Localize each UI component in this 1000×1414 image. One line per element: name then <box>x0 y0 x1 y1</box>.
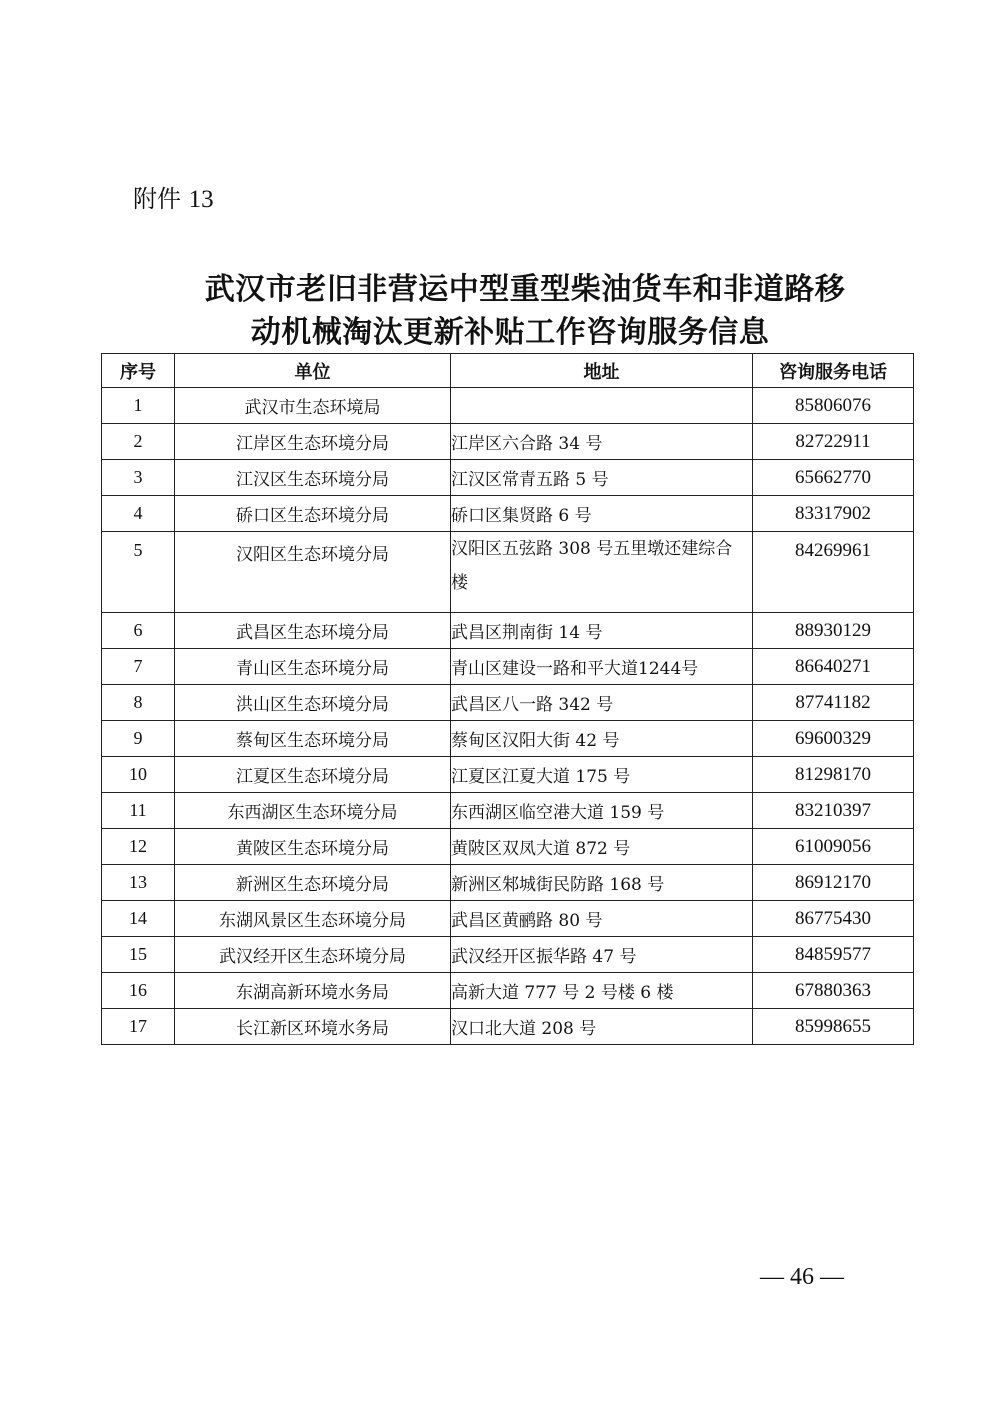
cell-phone: 83210397 <box>753 793 914 829</box>
cell-seq: 12 <box>102 829 175 865</box>
cell-phone: 86775430 <box>753 901 914 937</box>
cell-seq: 3 <box>102 460 175 496</box>
cell-unit: 武汉经开区生态环境分局 <box>175 937 451 973</box>
cell-address: 黄陂区双凤大道 872 号 <box>451 829 753 865</box>
cell-phone: 85806076 <box>753 388 914 424</box>
cell-seq: 9 <box>102 721 175 757</box>
cell-address: 武昌区荆南街 14 号 <box>451 613 753 649</box>
header-seq: 序号 <box>102 354 175 388</box>
table-row <box>102 685 914 721</box>
cell-unit: 长江新区环境水务局 <box>175 1009 451 1045</box>
cell-address: 江汉区常青五路 5 号 <box>451 460 753 496</box>
table-row <box>102 1009 914 1045</box>
page-number: — 46 — <box>760 1264 844 1290</box>
cell-seq: 17 <box>102 1009 175 1045</box>
cell-phone: 86640271 <box>753 649 914 685</box>
table-row <box>102 424 914 460</box>
table-row <box>102 757 914 793</box>
cell-address: 新洲区邾城街民防路 168 号 <box>451 865 753 901</box>
cell-unit: 东西湖区生态环境分局 <box>175 793 451 829</box>
table-row <box>102 973 914 1009</box>
cell-phone: 84269961 <box>753 532 914 613</box>
cell-phone: 85998655 <box>753 1009 914 1045</box>
document-title-line1: 武汉市老旧非营运中型重型柴油货车和非道路移 <box>204 272 846 307</box>
cell-seq: 8 <box>102 685 175 721</box>
cell-address: 武汉经开区振华路 47 号 <box>451 937 753 973</box>
cell-unit: 江汉区生态环境分局 <box>175 460 451 496</box>
cell-seq: 7 <box>102 649 175 685</box>
table-row <box>102 829 914 865</box>
attachment-number: 13 <box>188 186 214 213</box>
cell-phone: 65662770 <box>753 460 914 496</box>
contact-info-table <box>101 353 914 1045</box>
cell-address: 武昌区八一路 342 号 <box>451 685 753 721</box>
attachment-label <box>133 183 214 216</box>
cell-address: 硚口区集贤路 6 号 <box>451 496 753 532</box>
cell-seq: 4 <box>102 496 175 532</box>
table-row <box>102 460 914 496</box>
table-row <box>102 496 914 532</box>
cell-phone: 88930129 <box>753 613 914 649</box>
document-title-line2: 动机械淘汰更新补贴工作咨询服务信息 <box>250 315 770 350</box>
cell-phone: 69600329 <box>753 721 914 757</box>
cell-unit: 武昌区生态环境分局 <box>175 613 451 649</box>
cell-address: 东西湖区临空港大道 159 号 <box>451 793 753 829</box>
attachment-text: 附件 <box>133 185 181 213</box>
header-phone: 咨询服务电话 <box>753 354 914 388</box>
cell-address: 汉阳区五弦路 308 号五里墩还建综合楼 <box>451 532 753 613</box>
table-row <box>102 937 914 973</box>
cell-address <box>451 388 753 424</box>
cell-phone: 82722911 <box>753 424 914 460</box>
cell-unit: 江岸区生态环境分局 <box>175 424 451 460</box>
cell-address: 江岸区六合路 34 号 <box>451 424 753 460</box>
cell-seq: 1 <box>102 388 175 424</box>
table-header-row <box>102 354 914 388</box>
cell-address: 江夏区江夏大道 175 号 <box>451 757 753 793</box>
cell-address: 汉口北大道 208 号 <box>451 1009 753 1045</box>
cell-seq: 2 <box>102 424 175 460</box>
table-row <box>102 721 914 757</box>
cell-unit: 洪山区生态环境分局 <box>175 685 451 721</box>
cell-unit: 新洲区生态环境分局 <box>175 865 451 901</box>
cell-address: 武昌区黄鹂路 80 号 <box>451 901 753 937</box>
table-row <box>102 793 914 829</box>
cell-seq: 14 <box>102 901 175 937</box>
cell-address: 蔡甸区汉阳大街 42 号 <box>451 721 753 757</box>
cell-phone: 81298170 <box>753 757 914 793</box>
cell-seq: 5 <box>102 532 175 613</box>
header-unit: 单位 <box>175 354 451 388</box>
table-row <box>102 532 914 613</box>
cell-seq: 15 <box>102 937 175 973</box>
cell-address: 高新大道 777 号 2 号楼 6 楼 <box>451 973 753 1009</box>
header-address: 地址 <box>451 354 753 388</box>
cell-phone: 61009056 <box>753 829 914 865</box>
cell-unit: 汉阳区生态环境分局 <box>175 532 451 613</box>
cell-seq: 16 <box>102 973 175 1009</box>
cell-unit: 蔡甸区生态环境分局 <box>175 721 451 757</box>
cell-unit: 青山区生态环境分局 <box>175 649 451 685</box>
cell-unit: 东湖高新环境水务局 <box>175 973 451 1009</box>
cell-phone: 83317902 <box>753 496 914 532</box>
cell-unit: 东湖风景区生态环境分局 <box>175 901 451 937</box>
table-row <box>102 901 914 937</box>
cell-phone: 86912170 <box>753 865 914 901</box>
cell-unit: 黄陂区生态环境分局 <box>175 829 451 865</box>
cell-seq: 6 <box>102 613 175 649</box>
cell-address: 青山区建设一路和平大道1244号 <box>451 649 753 685</box>
cell-unit: 硚口区生态环境分局 <box>175 496 451 532</box>
table-row <box>102 613 914 649</box>
cell-unit: 江夏区生态环境分局 <box>175 757 451 793</box>
cell-seq: 13 <box>102 865 175 901</box>
cell-phone: 84859577 <box>753 937 914 973</box>
cell-phone: 67880363 <box>753 973 914 1009</box>
table-row <box>102 649 914 685</box>
table-row <box>102 865 914 901</box>
cell-seq: 10 <box>102 757 175 793</box>
cell-phone: 87741182 <box>753 685 914 721</box>
cell-seq: 11 <box>102 793 175 829</box>
table-row <box>102 388 914 424</box>
cell-unit: 武汉市生态环境局 <box>175 388 451 424</box>
